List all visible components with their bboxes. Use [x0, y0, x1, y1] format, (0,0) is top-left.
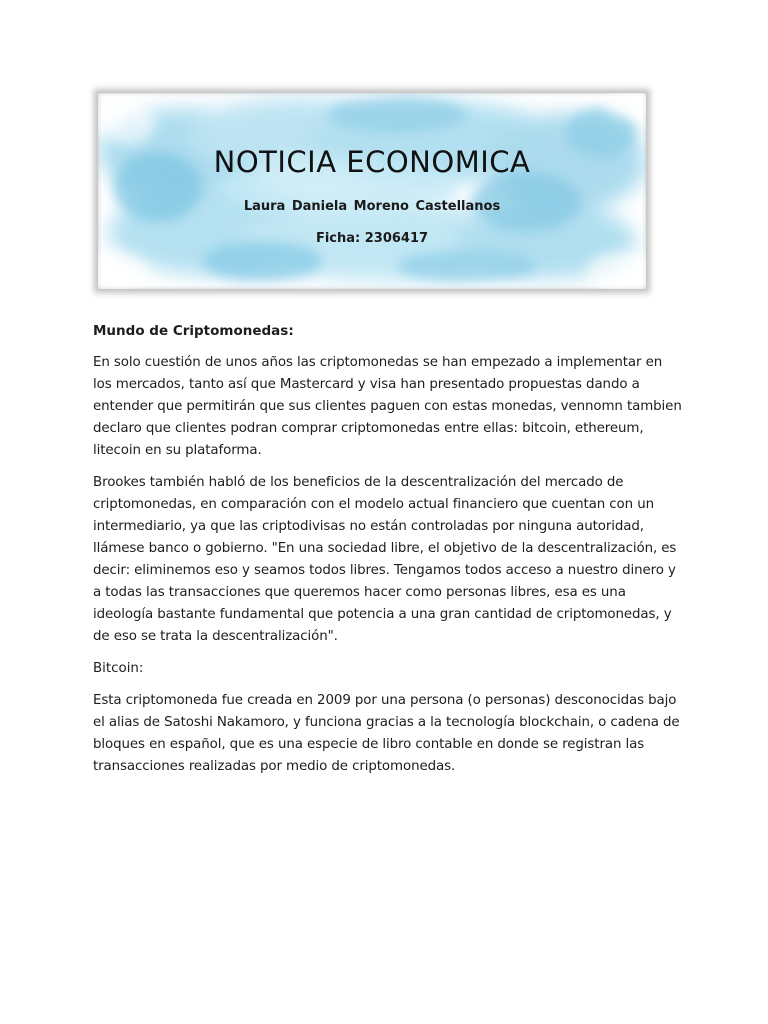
paragraph: En solo cuestión de unos años las criptomonedas se han empezado a implementar en los mercados, tanto así que Mastercard y visa han presentado propuestas dando a entender que permitirán que sus clientes paguen con estas monedas, vennomn tambien declaro que clientes podran comprar criptomonedas entre ellas: bitcoin, ethereum, litecoin en su plataforma.	[93, 355, 682, 458]
section-heading-bitcoin: Bitcoin:	[93, 661, 144, 676]
header-card	[97, 92, 647, 290]
document-title: NOTICIA ECONOMICA	[213, 145, 531, 179]
article-body	[93, 320, 683, 788]
watercolor-background	[98, 93, 646, 289]
ficha-number: Ficha: 2306417	[315, 231, 429, 246]
paragraph: Esta criptomoneda fue creada en 2009 por una persona (o personas) desconocidas bajo el alias de Satoshi Nakamoro, y funciona gracias a la tecnología blockchain, o cadena de bloques en español, que es una especie de libro contable en donde se registran las transacciones realizadas por medio de criptomonedas.	[93, 693, 680, 774]
section-heading-criptomonedas: Mundo de Criptomonedas:	[93, 323, 294, 339]
paragraph: Brookes también habló de los beneficios de la descentralización del mercado de criptomonedas, en comparación con el modelo actual financiero que cuentan con un intermediario, ya que las criptodivisas no están controladas por ninguna autoridad, llámese banco o gobierno. "En una sociedad libre, el objetivo de la descentralización, es decir: eliminemos eso y seamos todos libres. Tengamos todos acceso a nuestro dinero y a todas las transacciones que queremos hacer como personas libres, esa es una ideología bastante fundamental que potencia a una gran cantidad de criptomonedas, y de eso se trata la descentralización".	[93, 475, 677, 644]
author-name: Laura Daniela Moreno Castellanos	[243, 199, 501, 214]
